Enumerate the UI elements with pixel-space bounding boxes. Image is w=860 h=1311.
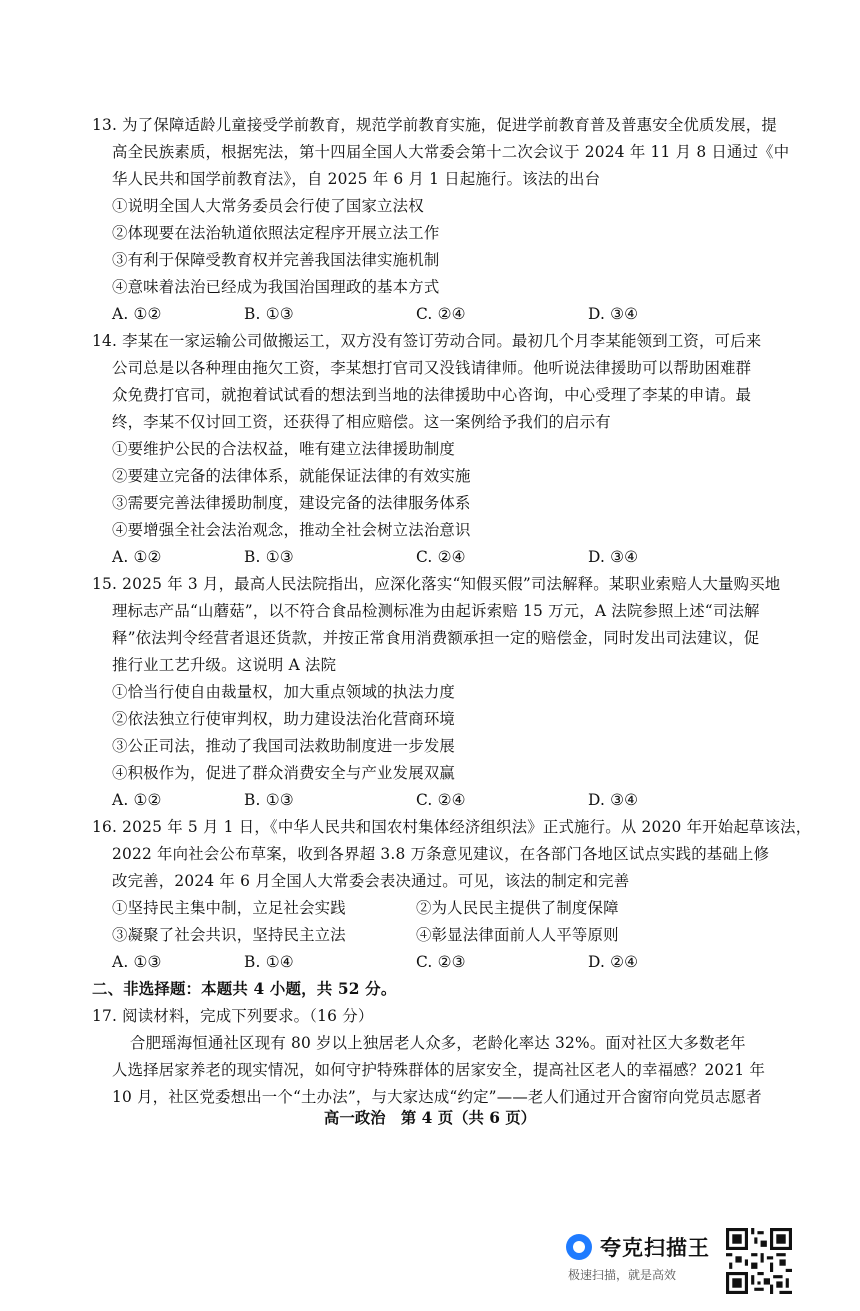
q14-option-b: B. ①③ — [244, 548, 294, 566]
q14-statement-4: ④要增强全社会法治观念，推动全社会树立法治意识 — [112, 521, 471, 539]
q13-option-a: A. ①② — [112, 305, 162, 323]
q13-option-c: C. ②④ — [416, 305, 466, 323]
section-heading: 二、非选择题：本题共 4 小题，共 52 分。 — [92, 980, 397, 998]
q13-statement-3: ③有利于保障受教育权并完善我国法律实施机制 — [112, 251, 440, 269]
q15-statement-2: ②依法独立行使审判权，助力建设法治化营商环境 — [112, 710, 455, 728]
q14-stem-line-1: 14. 李某在一家运输公司做搬运工，双方没有签订劳动合同。最初几个月李某能领到工资，可后来 — [92, 332, 762, 350]
q15-stem-line-3: 释”依法判令经营者退还货款，并按正常食用消费额承担一定的赔偿金，同时发出司法建议，促 — [112, 629, 760, 647]
q13-option-d: D. ③④ — [588, 305, 639, 323]
q15-option-b: B. ①③ — [244, 791, 294, 809]
q13-statement-4: ④意味着法治已经成为我国治国理政的基本方式 — [112, 278, 440, 296]
q15-statement-3: ③公正司法，推动了我国司法救助制度进一步发展 — [112, 737, 455, 755]
q15-stem-line-4: 推行业工艺升级。这说明 A 法院 — [112, 656, 337, 674]
q14-stem-line-2: 公司总是以各种理由拖欠工资，李某想打官司又没钱请律师。他听说法律援助可以帮助困难群 — [112, 359, 752, 377]
q16-stem-line-3: 改完善，2024 年 6 月全国人大常委会表决通过。可见，该法的制定和完善 — [112, 872, 630, 890]
quark-logo-icon — [566, 1234, 592, 1260]
q15-option-d: D. ③④ — [588, 791, 639, 809]
q13-stem-line-3: 华人民共和国学前教育法》，自 2025 年 6 月 1 日起施行。该法的出台 — [112, 170, 601, 188]
q13-statement-1: ①说明全国人大常务委员会行使了国家立法权 — [112, 197, 424, 215]
q17-title: 17. 阅读材料，完成下列要求。（16 分） — [92, 1007, 374, 1025]
q14-statement-2: ②要建立完备的法律体系，就能保证法律的有效实施 — [112, 467, 471, 485]
qr-code-icon — [726, 1228, 792, 1294]
q16-statement-4: ④彰显法律面前人人平等原则 — [416, 926, 619, 944]
q16-statement-3: ③凝聚了社会共识，坚持民主立法 — [112, 926, 346, 944]
q16-option-c: C. ②③ — [416, 953, 466, 971]
q16-option-b: B. ①④ — [244, 953, 294, 971]
q15-statement-4: ④积极作为，促进了群众消费安全与产业发展双赢 — [112, 764, 455, 782]
brand-slogan: 极速扫描，就是高效 — [568, 1268, 677, 1282]
q17-material-line-2: 人选择居家养老的现实情况，如何守护特殊群体的居家安全，提高社区老人的幸福感？2021 年 — [112, 1061, 766, 1079]
q16-option-d: D. ②④ — [588, 953, 639, 971]
q15-stem-line-2: 理标志产品“山蘑菇”，以不符合食品检测标准为由起诉索赔 15 万元，A 法院参照上述“司法解 — [112, 602, 760, 620]
q16-statement-1: ①坚持民主集中制，立足社会实践 — [112, 899, 346, 917]
q14-option-d: D. ③④ — [588, 548, 639, 566]
q13-option-b: B. ①③ — [244, 305, 294, 323]
q13-stem-line-1: 13. 为了保障适龄儿童接受学前教育，规范学前教育实施，促进学前教育普及普惠安全优质发展，提 — [92, 116, 777, 134]
q17-material-line-3: 10 月，社区党委想出一个“土办法”，与大家达成“约定”——老人们通过开合窗帘向党员志愿者 — [112, 1088, 762, 1106]
q14-option-a: A. ①② — [112, 548, 162, 566]
q16-stem-line-2: 2022 年向社会公布草案，收到各界超 3.8 万条意见建议，在各部门各地区试点实践的基础上修 — [112, 845, 770, 863]
page-footer: 高一政治 第 4 页（共 6 页） — [323, 1109, 537, 1127]
q14-option-c: C. ②④ — [416, 548, 466, 566]
q15-stem-line-1: 15. 2025 年 3 月，最高人民法院指出，应深化落实“知假买假”司法解释。某职业索赔人大量购买地 — [92, 575, 781, 593]
q16-stem-line-1: 16. 2025 年 5 月 1 日，《中华人民共和国农村集体经济组织法》正式施行。从 2020 年开始起草该法， — [92, 818, 812, 836]
q13-statement-2: ②体现要在法治轨道依照法定程序开展立法工作 — [112, 224, 440, 242]
q13-stem-line-2: 高全民族素质，根据宪法，第十四届全国人大常委会第十二次会议于 2024 年 11 月 8 日通过《中 — [112, 143, 790, 161]
q15-option-a: A. ①② — [112, 791, 162, 809]
q14-statement-1: ①要维护公民的合法权益，唯有建立法律援助制度 — [112, 440, 455, 458]
scanner-watermark — [566, 1228, 860, 1308]
q15-statement-1: ①恰当行使自由裁量权，加大重点领域的执法力度 — [112, 683, 455, 701]
q17-material-line-1: 合肥瑶海恒通社区现有 80 岁以上独居老人众多，老龄化率达 32%。面对社区大多数老年 — [130, 1034, 746, 1052]
q16-statement-2: ②为人民民主提供了制度保障 — [416, 899, 619, 917]
q14-stem-line-4: 终，李某不仅讨回工资，还获得了相应赔偿。这一案例给予我们的启示有 — [112, 413, 611, 431]
q14-statement-3: ③需要完善法律援助制度，建设完备的法律服务体系 — [112, 494, 471, 512]
q14-stem-line-3: 众免费打官司，就抱着试试看的想法到当地的法律援助中心咨询，中心受理了李某的申请。最 — [112, 386, 752, 404]
q16-option-a: A. ①③ — [112, 953, 162, 971]
q15-option-c: C. ②④ — [416, 791, 466, 809]
brand-name: 夸克扫描王 — [600, 1236, 710, 1260]
